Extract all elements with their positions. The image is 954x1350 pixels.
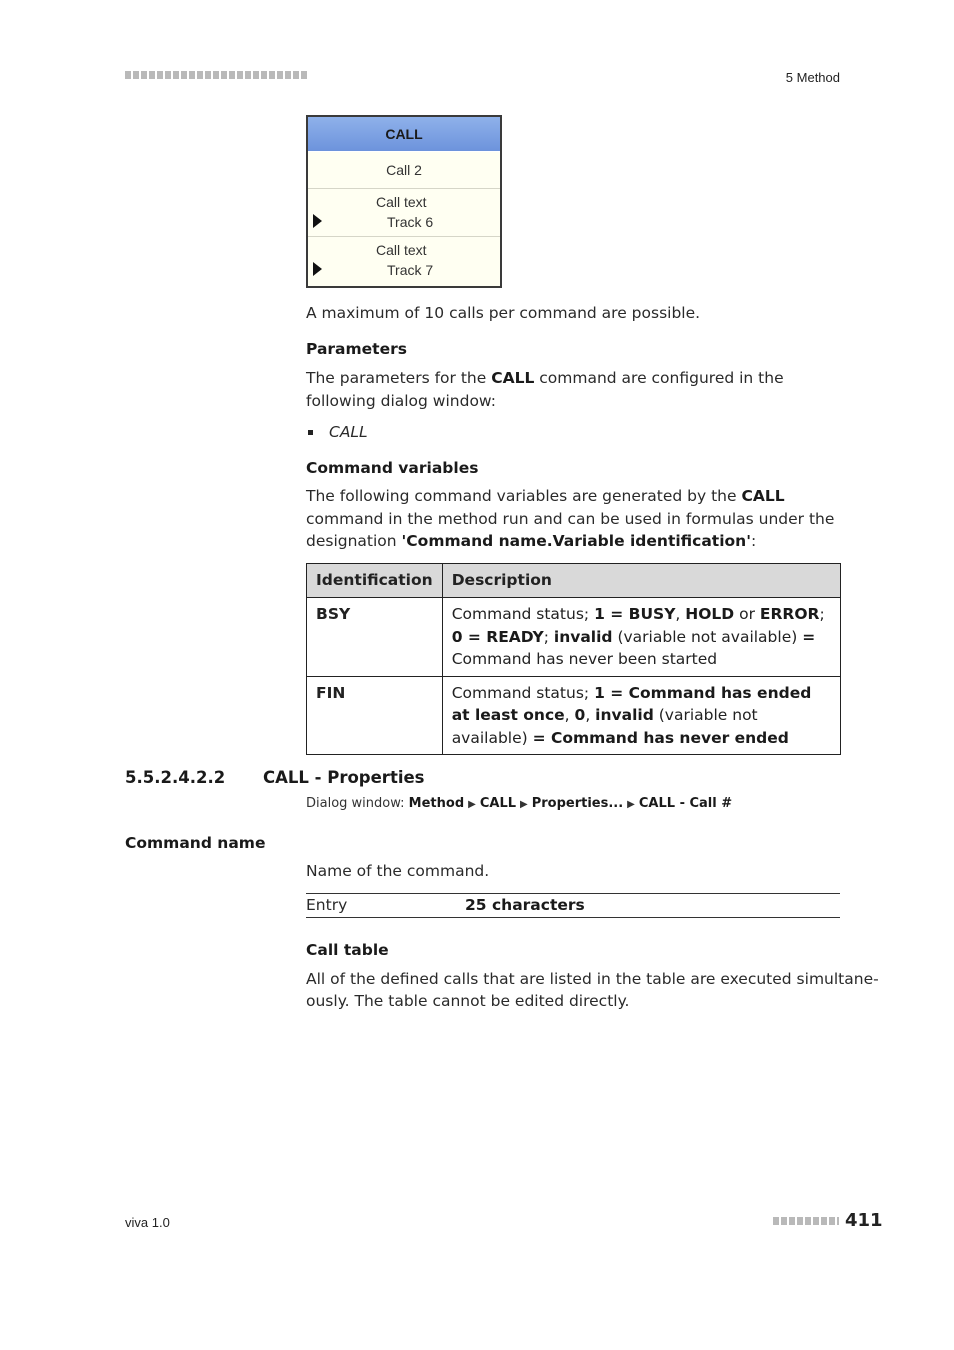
entry-table <box>306 893 840 918</box>
call-box-row-label: Call text <box>376 194 427 210</box>
variable-description: Command status; 1 = Command has ended at least once, 0, invalid (variable not available) = Command has never ended <box>442 676 840 755</box>
call-table-line1: All of the defined calls that are listed in the table are executed simultane- <box>306 970 879 988</box>
command-name-desc: Name of the command. <box>306 862 490 880</box>
footer-version: viva 1.0 <box>125 1215 170 1230</box>
parameters-heading: Parameters <box>306 340 407 358</box>
command-variables-heading: Command variables <box>306 459 479 477</box>
table-row <box>307 676 841 755</box>
path-item[interactable]: Properties... <box>531 796 624 811</box>
path-separator-icon: ▶ <box>520 799 528 810</box>
header-section: 5 Method <box>785 70 840 85</box>
command-variables-table <box>306 563 841 755</box>
call-box-title: CALL <box>308 117 500 152</box>
header-decoration <box>125 71 307 79</box>
command-name-heading: Command name <box>125 834 266 852</box>
path-item[interactable]: Method <box>408 796 465 811</box>
play-triangle-icon <box>313 262 322 276</box>
col-identification: Identification <box>307 564 443 598</box>
call-table-heading: Call table <box>306 941 389 959</box>
call-box-row <box>308 189 500 237</box>
path-separator-icon: ▶ <box>627 799 635 810</box>
max-calls-text: A maximum of 10 calls per command are possible. <box>306 304 701 322</box>
call-box-row-track: Track 6 <box>387 214 434 230</box>
section-title: CALL - Properties <box>263 768 425 787</box>
footer-decoration <box>773 1217 839 1225</box>
table-row <box>307 598 841 677</box>
call-box-row-track: Track 7 <box>387 262 434 278</box>
parameters-intro: The parameters for the CALL command are configured in the following dialog window: <box>306 369 784 410</box>
path-item[interactable]: CALL <box>479 796 517 811</box>
call-table-line2: ously. The table cannot be edited directly. <box>306 992 630 1010</box>
table-header-row <box>307 564 841 598</box>
col-description: Description <box>442 564 840 598</box>
command-variables-intro: The following command variables are generated by the CALL command in the method run and can be used in formulas under the designation 'Command name.Variable identification': <box>306 487 835 550</box>
call-command-box <box>306 115 502 288</box>
path-item[interactable]: CALL - Call # <box>638 796 733 811</box>
play-triangle-icon <box>313 214 322 228</box>
bullet-marker <box>308 430 313 435</box>
call-box-row-label: Call text <box>376 242 427 258</box>
call-box-row <box>308 237 500 284</box>
variable-id: FIN <box>307 676 443 755</box>
page-number: 411 <box>845 1210 883 1231</box>
variable-description: Command status; 1 = BUSY, HOLD or ERROR; 0 = READY; invalid (variable not available) = Command has never been started <box>442 598 840 677</box>
call-box-row <box>308 152 500 189</box>
call-box-row-label: Call 2 <box>386 162 422 178</box>
entry-label: Entry <box>306 896 348 914</box>
parameters-dialog-link[interactable]: CALL <box>329 423 368 441</box>
dialog-path: Dialog window: Method ▶ CALL ▶ Properties... ▶ CALL - Call # <box>306 796 733 811</box>
section-number: 5.5.2.4.2.2 <box>125 768 226 787</box>
path-separator-icon: ▶ <box>468 799 476 810</box>
variable-id: BSY <box>307 598 443 677</box>
entry-value: 25 characters <box>465 896 585 914</box>
